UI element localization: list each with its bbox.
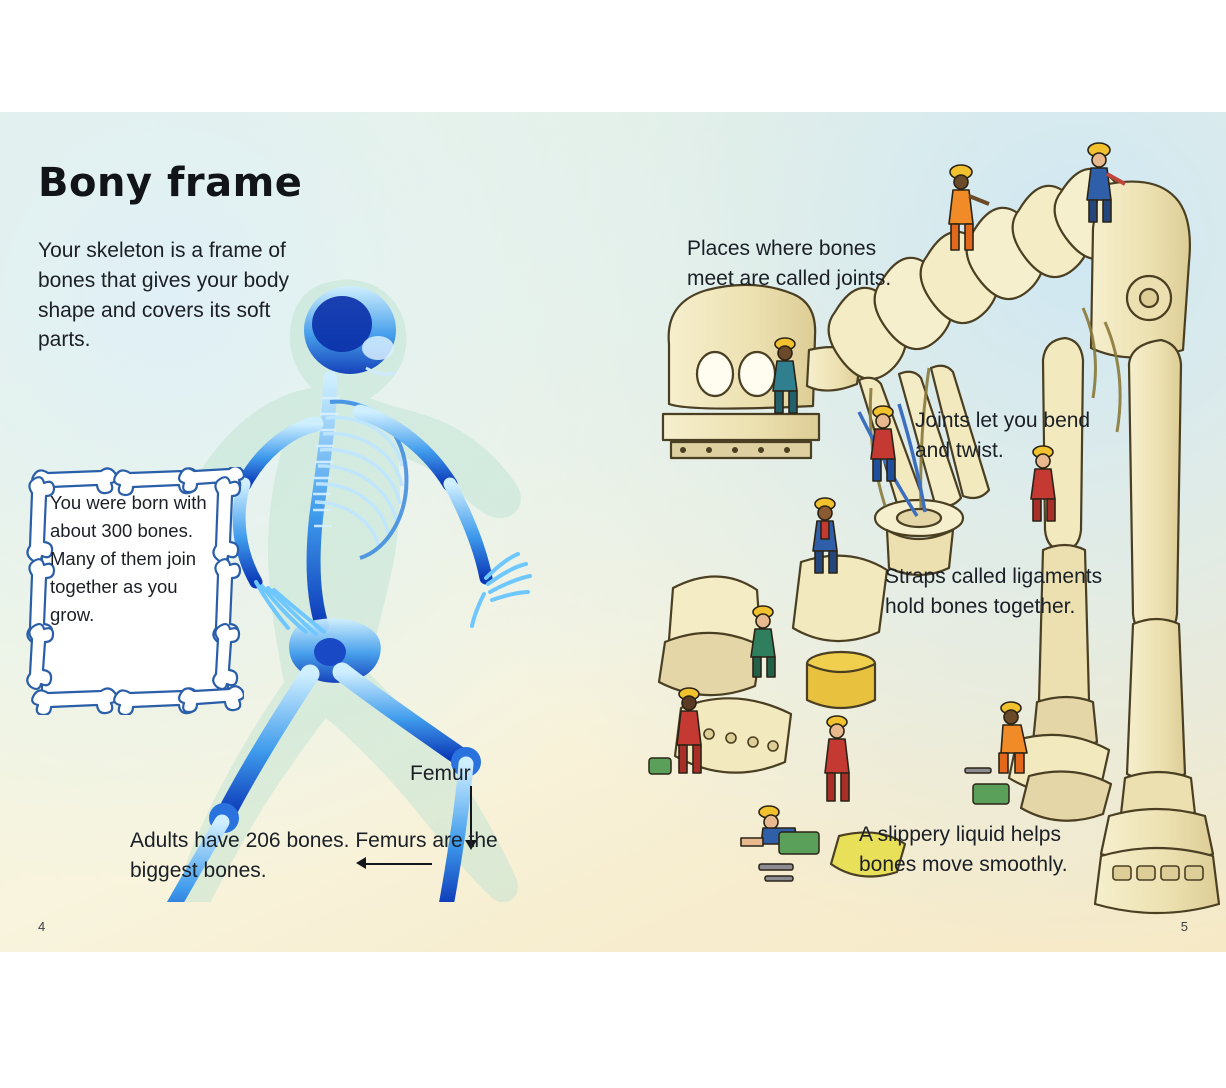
caption-liquid: A slippery liquid helps bones move smoothly. [859,823,1068,876]
bottom-note: Adults have 206 bones. Femurs are the biggest bones. [130,829,498,882]
intro-paragraph: Your skeleton is a frame of bones that gives your body shape and covers its soft parts. [38,239,289,352]
femur-label: Femur [410,762,471,785]
left-page [0,112,613,952]
right-page [613,112,1226,952]
bone-frame-text: You were born with about 300 bones. Many of them join together as you grow. [50,492,207,626]
caption-ligaments: Straps called ligaments hold bones together. [885,565,1103,618]
page-number-left: 4 [38,919,46,934]
caption-joints: Places where bones meet are called joints. [687,237,892,290]
bone-frame-box [26,467,244,715]
page-number-right: 5 [1180,919,1188,934]
spread-canvas [0,112,1226,952]
page-title: Bony frame [38,160,303,206]
caption-bend: Joints let you bend and twist. [915,409,1091,462]
